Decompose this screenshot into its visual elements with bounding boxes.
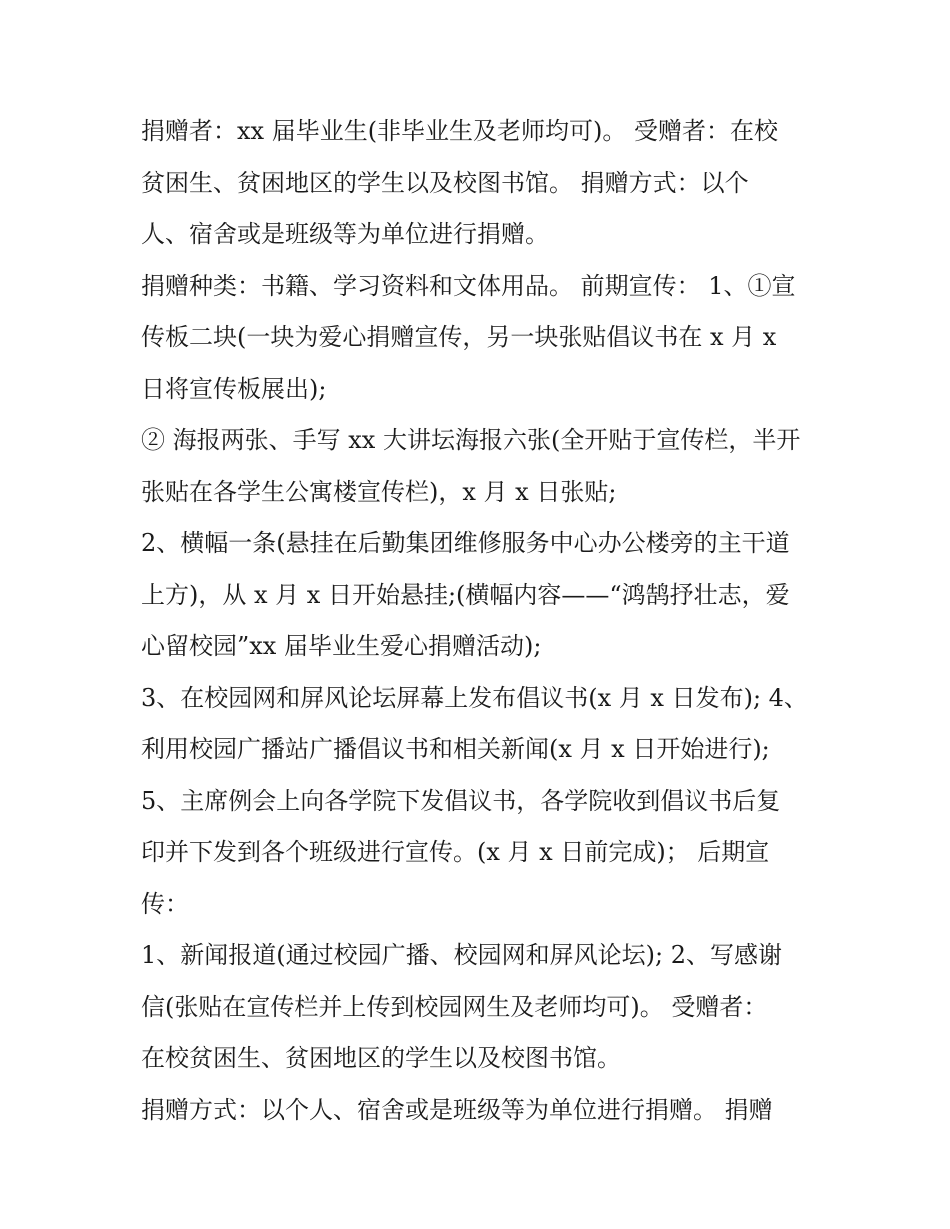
text-line: 日将宣传板展出); <box>141 374 327 403</box>
text-line: 2、横幅一条(悬挂在后勤集团维修服务中心办公楼旁的主干道 <box>141 529 790 557</box>
text-line: 人、宿舍或是班级等为单位进行捐赠。 <box>141 220 549 248</box>
text-line: 传板二块(一块为爱心捐赠宣传，另一块张贴倡议书在 x 月 x <box>141 323 777 351</box>
text-line: 上方)，从 x 月 x 日开始悬挂;(横幅内容——“鸿鹄抒壮志，爱 <box>141 580 790 609</box>
text-line: 捐赠方式：以个人、宿舍或是班级等为单位进行捐赠。 捐赠 <box>141 1095 773 1124</box>
text-line: 利用校园广播站广播倡议书和相关新闻(x 月 x 日开始进行); <box>141 735 770 763</box>
body-text <box>141 106 821 1136</box>
text-line: 在校贫困生、贫困地区的学生以及校图书馆。 <box>141 1044 621 1072</box>
text-line: 心留校园”xx 届毕业生爱心捐赠活动); <box>141 632 542 660</box>
text-line: 捐赠种类：书籍、学习资料和文体用品。 前期宣传： 1、①宣 <box>141 271 796 300</box>
text-line: 张贴在各学生公寓楼宣传栏)，x 月 x 日张贴; <box>141 477 617 506</box>
text-line: 传： <box>141 889 189 918</box>
text-line: 信(张贴在宣传栏并上传到校园网生及老师均可)。 受赠者： <box>141 992 768 1021</box>
text-line: 5、主席例会上向各学院下发倡议书，各学院收到倡议书后复 <box>141 786 781 815</box>
text-line: 1、新闻报道(通过校园广播、校园网和屏风论坛); 2、写感谢 <box>141 941 782 969</box>
text-line: 捐赠者：xx 届毕业生(非毕业生及老师均可)。 受赠者：在校 <box>141 117 779 145</box>
text-line: 3、在校园网和屏风论坛屏幕上发布倡议书(x 月 x 日发布); 4、 <box>141 683 808 712</box>
text-line: ② 海报两张、手写 xx 大讲坛海报六张(全开贴于宣传栏，半开 <box>141 426 801 454</box>
text-line: 印并下发到各个班级进行宣传。(x 月 x 日前完成)； 后期宣 <box>141 838 770 866</box>
text-line: 贫困生、贫困地区的学生以及校图书馆。 捐赠方式：以个 <box>141 168 749 197</box>
